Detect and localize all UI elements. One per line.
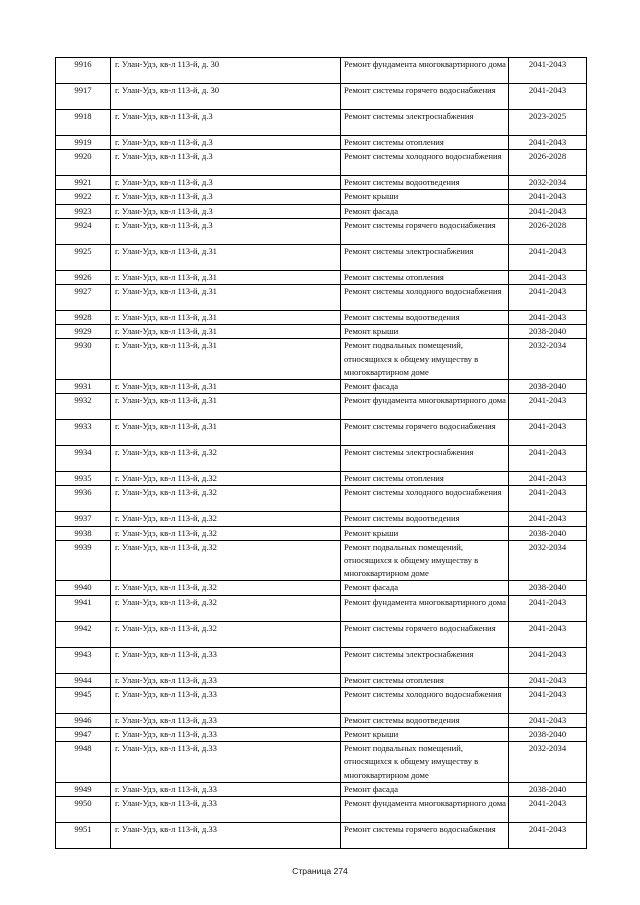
row-number: 9919 <box>56 136 111 150</box>
row-period: 2032-2034 <box>509 540 587 581</box>
row-number: 9947 <box>56 728 111 742</box>
row-number: 9939 <box>56 540 111 581</box>
row-period: 2026-2028 <box>509 218 587 244</box>
row-address: г. Улан-Удэ, кв-л 113-й, д.3 <box>111 218 341 244</box>
row-address: г. Улан-Удэ, кв-л 113-й, д.32 <box>111 486 341 512</box>
row-address: г. Улан-Удэ, кв-л 113-й, д.3 <box>111 176 341 190</box>
row-period: 2041-2043 <box>509 311 587 325</box>
table-row <box>56 472 587 486</box>
row-period: 2041-2043 <box>509 647 587 673</box>
row-period: 2041-2043 <box>509 58 587 84</box>
row-number: 9927 <box>56 285 111 311</box>
row-number: 9934 <box>56 446 111 472</box>
table-row <box>56 526 587 540</box>
row-number: 9943 <box>56 647 111 673</box>
table-row <box>56 270 587 284</box>
table-row <box>56 84 587 110</box>
table-row <box>56 339 587 380</box>
row-work-type: Ремонт системы горячего водоснабжения <box>341 84 509 110</box>
row-work-type: Ремонт фасада <box>341 204 509 218</box>
row-work-type: Ремонт системы водоотведения <box>341 713 509 727</box>
row-period: 2041-2043 <box>509 270 587 284</box>
table-row <box>56 486 587 512</box>
table-row <box>56 325 587 339</box>
row-address: г. Улан-Удэ, кв-л 113-й, д.33 <box>111 687 341 713</box>
row-number: 9938 <box>56 526 111 540</box>
table-row <box>56 728 587 742</box>
row-address: г. Улан-Удэ, кв-л 113-й, д.3 <box>111 150 341 176</box>
page-number: Страница 274 <box>292 866 348 876</box>
row-address: г. Улан-Удэ, кв-л 113-й, д.32 <box>111 512 341 526</box>
row-number: 9946 <box>56 713 111 727</box>
row-period: 2041-2043 <box>509 472 587 486</box>
row-address: г. Улан-Удэ, кв-л 113-й, д.32 <box>111 595 341 621</box>
table-row <box>56 595 587 621</box>
row-number: 9920 <box>56 150 111 176</box>
row-work-type: Ремонт системы холодного водоснабжения <box>341 687 509 713</box>
row-period: 2023-2025 <box>509 110 587 136</box>
row-number: 9916 <box>56 58 111 84</box>
row-period: 2032-2034 <box>509 742 587 783</box>
table-row <box>56 110 587 136</box>
table-row <box>56 420 587 446</box>
row-period: 2032-2034 <box>509 176 587 190</box>
row-number: 9935 <box>56 472 111 486</box>
table-row <box>56 218 587 244</box>
row-work-type: Ремонт фасада <box>341 380 509 394</box>
row-work-type: Ремонт системы водоотведения <box>341 311 509 325</box>
row-number: 9933 <box>56 420 111 446</box>
row-work-type: Ремонт крыши <box>341 190 509 204</box>
row-work-type: Ремонт системы холодного водоснабжения <box>341 150 509 176</box>
row-work-type: Ремонт системы горячего водоснабжения <box>341 420 509 446</box>
row-number: 9944 <box>56 673 111 687</box>
row-address: г. Улан-Удэ, кв-л 113-й, д.31 <box>111 394 341 420</box>
row-work-type: Ремонт системы отопления <box>341 673 509 687</box>
row-address: г. Улан-Удэ, кв-л 113-й, д.3 <box>111 190 341 204</box>
row-address: г. Улан-Удэ, кв-л 113-й, д.33 <box>111 647 341 673</box>
row-period: 2041-2043 <box>509 512 587 526</box>
row-number: 9942 <box>56 621 111 647</box>
row-work-type: Ремонт системы электроснабжения <box>341 446 509 472</box>
row-work-type: Ремонт крыши <box>341 325 509 339</box>
row-work-type: Ремонт системы электроснабжения <box>341 110 509 136</box>
row-address: г. Улан-Удэ, кв-л 113-й, д.32 <box>111 621 341 647</box>
table-row <box>56 621 587 647</box>
row-period: 2041-2043 <box>509 420 587 446</box>
row-number: 9950 <box>56 797 111 823</box>
row-work-type: Ремонт системы электроснабжения <box>341 647 509 673</box>
row-work-type: Ремонт системы горячего водоснабжения <box>341 621 509 647</box>
table-row <box>56 823 587 849</box>
table-row <box>56 204 587 218</box>
row-work-type: Ремонт системы отопления <box>341 472 509 486</box>
row-work-type: Ремонт системы отопления <box>341 270 509 284</box>
row-address: г. Улан-Удэ, кв-л 113-й, д.33 <box>111 823 341 849</box>
row-work-type: Ремонт системы электроснабжения <box>341 244 509 270</box>
row-number: 9931 <box>56 380 111 394</box>
table-row <box>56 150 587 176</box>
row-work-type: Ремонт фасада <box>341 581 509 595</box>
table-row <box>56 512 587 526</box>
row-work-type: Ремонт подвальных помещений, относящихся к общему имуществу в многоквартирном доме <box>341 742 509 783</box>
row-period: 2041-2043 <box>509 136 587 150</box>
row-address: г. Улан-Удэ, кв-л 113-й, д.33 <box>111 797 341 823</box>
row-work-type: Ремонт крыши <box>341 526 509 540</box>
row-work-type: Ремонт системы водоотведения <box>341 512 509 526</box>
row-period: 2041-2043 <box>509 713 587 727</box>
table-row <box>56 782 587 796</box>
row-number: 9932 <box>56 394 111 420</box>
row-period: 2041-2043 <box>509 486 587 512</box>
row-period: 2041-2043 <box>509 797 587 823</box>
row-period: 2038-2040 <box>509 782 587 796</box>
row-period: 2038-2040 <box>509 581 587 595</box>
table-row <box>56 136 587 150</box>
row-number: 9929 <box>56 325 111 339</box>
table-row <box>56 311 587 325</box>
row-number: 9925 <box>56 244 111 270</box>
row-address: г. Улан-Удэ, кв-л 113-й, д.31 <box>111 380 341 394</box>
table-body <box>56 58 587 849</box>
table-row <box>56 446 587 472</box>
row-number: 9948 <box>56 742 111 783</box>
row-work-type: Ремонт системы холодного водоснабжения <box>341 486 509 512</box>
table-row <box>56 58 587 84</box>
row-address: г. Улан-Удэ, кв-л 113-й, д. 30 <box>111 84 341 110</box>
row-period: 2041-2043 <box>509 595 587 621</box>
row-work-type: Ремонт системы горячего водоснабжения <box>341 218 509 244</box>
row-address: г. Улан-Удэ, кв-л 113-й, д.31 <box>111 285 341 311</box>
row-number: 9940 <box>56 581 111 595</box>
table-row <box>56 713 587 727</box>
row-period: 2041-2043 <box>509 621 587 647</box>
row-period: 2041-2043 <box>509 673 587 687</box>
row-address: г. Улан-Удэ, кв-л 113-й, д.31 <box>111 270 341 284</box>
row-number: 9922 <box>56 190 111 204</box>
row-period: 2041-2043 <box>509 687 587 713</box>
row-period: 2041-2043 <box>509 823 587 849</box>
table-row <box>56 540 587 581</box>
row-address: г. Улан-Удэ, кв-л 113-й, д.31 <box>111 311 341 325</box>
table-row <box>56 176 587 190</box>
row-period: 2038-2040 <box>509 728 587 742</box>
table-row <box>56 285 587 311</box>
row-address: г. Улан-Удэ, кв-л 113-й, д.32 <box>111 540 341 581</box>
row-work-type: Ремонт подвальных помещений, относящихся к общему имуществу в многоквартирном доме <box>341 540 509 581</box>
row-period: 2041-2043 <box>509 244 587 270</box>
row-period: 2041-2043 <box>509 446 587 472</box>
row-period: 2038-2040 <box>509 325 587 339</box>
row-address: г. Улан-Удэ, кв-л 113-й, д.31 <box>111 420 341 446</box>
row-number: 9921 <box>56 176 111 190</box>
row-period: 2026-2028 <box>509 150 587 176</box>
row-period: 2041-2043 <box>509 394 587 420</box>
row-number: 9917 <box>56 84 111 110</box>
row-period: 2032-2034 <box>509 339 587 380</box>
row-period: 2041-2043 <box>509 204 587 218</box>
row-work-type: Ремонт системы горячего водоснабжения <box>341 823 509 849</box>
table-row <box>56 581 587 595</box>
row-number: 9945 <box>56 687 111 713</box>
row-period: 2041-2043 <box>509 190 587 204</box>
row-address: г. Улан-Удэ, кв-л 113-й, д.3 <box>111 136 341 150</box>
row-address: г. Улан-Удэ, кв-л 113-й, д.31 <box>111 339 341 380</box>
row-number: 9928 <box>56 311 111 325</box>
row-number: 9951 <box>56 823 111 849</box>
table-row <box>56 647 587 673</box>
row-number: 9930 <box>56 339 111 380</box>
row-period: 2041-2043 <box>509 84 587 110</box>
row-address: г. Улан-Удэ, кв-л 113-й, д.33 <box>111 742 341 783</box>
row-work-type: Ремонт фундамента многоквартирного дома <box>341 797 509 823</box>
row-number: 9937 <box>56 512 111 526</box>
row-work-type: Ремонт подвальных помещений, относящихся к общему имуществу в многоквартирном доме <box>341 339 509 380</box>
row-number: 9941 <box>56 595 111 621</box>
row-number: 9923 <box>56 204 111 218</box>
table-row <box>56 244 587 270</box>
row-address: г. Улан-Удэ, кв-л 113-й, д.32 <box>111 581 341 595</box>
row-work-type: Ремонт фундамента многоквартирного дома <box>341 58 509 84</box>
repair-schedule-table <box>55 57 587 849</box>
row-work-type: Ремонт фундамента многоквартирного дома <box>341 595 509 621</box>
row-work-type: Ремонт фундамента многоквартирного дома <box>341 394 509 420</box>
row-work-type: Ремонт системы отопления <box>341 136 509 150</box>
row-address: г. Улан-Удэ, кв-л 113-й, д.31 <box>111 325 341 339</box>
row-work-type: Ремонт крыши <box>341 728 509 742</box>
row-address: г. Улан-Удэ, кв-л 113-й, д.33 <box>111 728 341 742</box>
table-row <box>56 797 587 823</box>
row-address: г. Улан-Удэ, кв-л 113-й, д. 30 <box>111 58 341 84</box>
table-row <box>56 190 587 204</box>
row-address: г. Улан-Удэ, кв-л 113-й, д.33 <box>111 673 341 687</box>
row-number: 9949 <box>56 782 111 796</box>
row-work-type: Ремонт системы водоотведения <box>341 176 509 190</box>
row-work-type: Ремонт фасада <box>341 782 509 796</box>
row-address: г. Улан-Удэ, кв-л 113-й, д.31 <box>111 244 341 270</box>
row-address: г. Улан-Удэ, кв-л 113-й, д.3 <box>111 110 341 136</box>
row-work-type: Ремонт системы холодного водоснабжения <box>341 285 509 311</box>
row-number: 9936 <box>56 486 111 512</box>
row-period: 2041-2043 <box>509 285 587 311</box>
table-row <box>56 742 587 783</box>
row-address: г. Улан-Удэ, кв-л 113-й, д.32 <box>111 472 341 486</box>
row-address: г. Улан-Удэ, кв-л 113-й, д.33 <box>111 713 341 727</box>
table-row <box>56 394 587 420</box>
row-period: 2038-2040 <box>509 380 587 394</box>
row-number: 9918 <box>56 110 111 136</box>
row-address: г. Улан-Удэ, кв-л 113-й, д.3 <box>111 204 341 218</box>
table-row <box>56 673 587 687</box>
row-address: г. Улан-Удэ, кв-л 113-й, д.33 <box>111 782 341 796</box>
row-period: 2038-2040 <box>509 526 587 540</box>
table-row <box>56 380 587 394</box>
row-number: 9924 <box>56 218 111 244</box>
row-address: г. Улан-Удэ, кв-л 113-й, д.32 <box>111 446 341 472</box>
row-address: г. Улан-Удэ, кв-л 113-й, д.32 <box>111 526 341 540</box>
row-number: 9926 <box>56 270 111 284</box>
table-row <box>56 687 587 713</box>
